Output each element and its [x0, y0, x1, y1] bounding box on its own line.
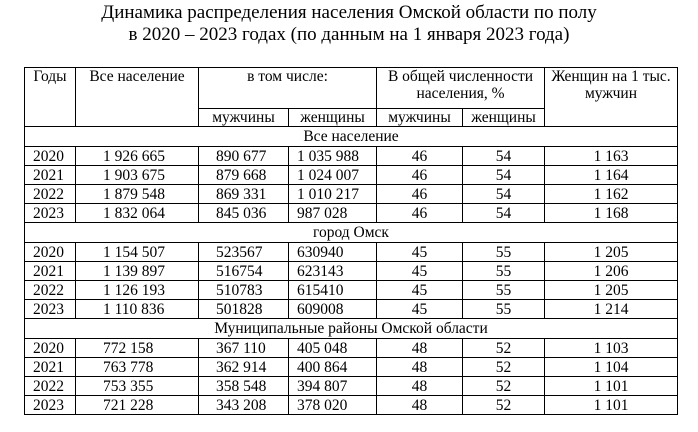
cell-women: 378 020: [289, 396, 377, 415]
cell-ratio: 1 163: [545, 147, 678, 166]
cell-total: 763 778: [76, 358, 199, 377]
cell-pct-women: 54: [463, 185, 545, 204]
cell-men: 343 208: [199, 396, 289, 415]
cell-pct-women: 55: [463, 262, 545, 281]
header-including: в том числе:: [199, 68, 377, 109]
section-title: Все население: [25, 127, 678, 147]
cell-total: 753 355: [76, 377, 199, 396]
section-title: город Омск: [25, 223, 678, 243]
cell-year: 2023: [25, 300, 76, 319]
cell-ratio: 1 162: [545, 185, 678, 204]
cell-year: 2023: [25, 204, 76, 223]
table-row: [25, 300, 678, 319]
cell-women: 405 048: [289, 339, 377, 358]
cell-pct-men: 45: [377, 281, 463, 300]
cell-total: 1 903 675: [76, 166, 199, 185]
cell-women: 623143: [289, 262, 377, 281]
cell-women: 1 024 007: [289, 166, 377, 185]
header-women-per-1000-men: Женщин на 1 тыс. мужчин: [545, 68, 678, 127]
cell-women: 1 010 217: [289, 185, 377, 204]
table-row: [25, 166, 678, 185]
cell-total: 1 926 665: [76, 147, 199, 166]
cell-men: 890 677: [199, 147, 289, 166]
table-row: [25, 204, 678, 223]
cell-men: 367 110: [199, 339, 289, 358]
header-share-women: женщины: [463, 109, 545, 127]
cell-year: 2022: [25, 281, 76, 300]
header-share-percent: В общей численности населения, %: [377, 68, 545, 109]
cell-pct-women: 54: [463, 204, 545, 223]
cell-year: 2020: [25, 147, 76, 166]
header-years: Годы: [25, 68, 76, 127]
cell-total: 1 126 193: [76, 281, 199, 300]
cell-men: 510783: [199, 281, 289, 300]
cell-women: 630940: [289, 243, 377, 262]
cell-ratio: 1 205: [545, 243, 678, 262]
cell-pct-men: 46: [377, 166, 463, 185]
cell-women: 394 807: [289, 377, 377, 396]
cell-pct-men: 48: [377, 339, 463, 358]
header-share-men: мужчины: [377, 109, 463, 127]
cell-ratio: 1 101: [545, 396, 678, 415]
cell-pct-women: 52: [463, 358, 545, 377]
table-row: [25, 358, 678, 377]
header-total: Все население: [76, 68, 199, 127]
cell-pct-men: 48: [377, 358, 463, 377]
cell-women: 609008: [289, 300, 377, 319]
title-line-2: в 2020 – 2023 годах (по данным на 1 января 2023 года): [128, 24, 570, 45]
cell-pct-women: 54: [463, 147, 545, 166]
document-title: [0, 2, 698, 46]
cell-pct-men: 45: [377, 300, 463, 319]
cell-women: 1 035 988: [289, 147, 377, 166]
cell-men: 362 914: [199, 358, 289, 377]
cell-total: 1 879 548: [76, 185, 199, 204]
cell-men: 358 548: [199, 377, 289, 396]
cell-pct-men: 48: [377, 377, 463, 396]
cell-pct-men: 45: [377, 262, 463, 281]
cell-pct-men: 45: [377, 243, 463, 262]
table-row: [25, 339, 678, 358]
cell-total: 772 158: [76, 339, 199, 358]
section-title: Муниципальные районы Омской области: [25, 319, 678, 339]
cell-pct-women: 55: [463, 281, 545, 300]
cell-pct-men: 48: [377, 396, 463, 415]
table-row: [25, 262, 678, 281]
cell-year: 2023: [25, 396, 76, 415]
cell-pct-women: 55: [463, 243, 545, 262]
population-table: [24, 67, 678, 415]
table-body: [25, 127, 678, 415]
cell-men: 879 668: [199, 166, 289, 185]
table-row: [25, 185, 678, 204]
cell-year: 2020: [25, 243, 76, 262]
cell-ratio: 1 206: [545, 262, 678, 281]
cell-ratio: 1 103: [545, 339, 678, 358]
cell-ratio: 1 101: [545, 377, 678, 396]
table-row: [25, 396, 678, 415]
cell-pct-women: 52: [463, 377, 545, 396]
cell-women: 400 864: [289, 358, 377, 377]
cell-year: 2022: [25, 185, 76, 204]
table-row: [25, 281, 678, 300]
cell-year: 2022: [25, 377, 76, 396]
cell-total: 1 154 507: [76, 243, 199, 262]
section-row: [25, 127, 678, 147]
cell-ratio: 1 168: [545, 204, 678, 223]
cell-men: 869 331: [199, 185, 289, 204]
cell-pct-men: 46: [377, 185, 463, 204]
header-men: мужчины: [199, 109, 289, 127]
cell-pct-women: 52: [463, 396, 545, 415]
cell-total: 1 139 897: [76, 262, 199, 281]
cell-year: 2021: [25, 166, 76, 185]
cell-men: 501828: [199, 300, 289, 319]
cell-pct-men: 46: [377, 204, 463, 223]
cell-total: 1 110 836: [76, 300, 199, 319]
cell-pct-women: 55: [463, 300, 545, 319]
cell-total: 721 228: [76, 396, 199, 415]
cell-ratio: 1 164: [545, 166, 678, 185]
section-row: [25, 319, 678, 339]
header-women: женщины: [289, 109, 377, 127]
table-row: [25, 147, 678, 166]
table-header: [25, 68, 678, 127]
cell-year: 2021: [25, 358, 76, 377]
cell-men: 523567: [199, 243, 289, 262]
cell-pct-women: 54: [463, 166, 545, 185]
cell-total: 1 832 064: [76, 204, 199, 223]
cell-year: 2020: [25, 339, 76, 358]
table-row: [25, 243, 678, 262]
table-row: [25, 377, 678, 396]
cell-pct-women: 52: [463, 339, 545, 358]
cell-men: 516754: [199, 262, 289, 281]
cell-ratio: 1 205: [545, 281, 678, 300]
section-row: [25, 223, 678, 243]
cell-year: 2021: [25, 262, 76, 281]
cell-men: 845 036: [199, 204, 289, 223]
cell-women: 987 028: [289, 204, 377, 223]
title-line-1: Динамика распределения населения Омской области по полу: [101, 2, 597, 23]
cell-ratio: 1 214: [545, 300, 678, 319]
cell-ratio: 1 104: [545, 358, 678, 377]
cell-pct-men: 46: [377, 147, 463, 166]
cell-women: 615410: [289, 281, 377, 300]
